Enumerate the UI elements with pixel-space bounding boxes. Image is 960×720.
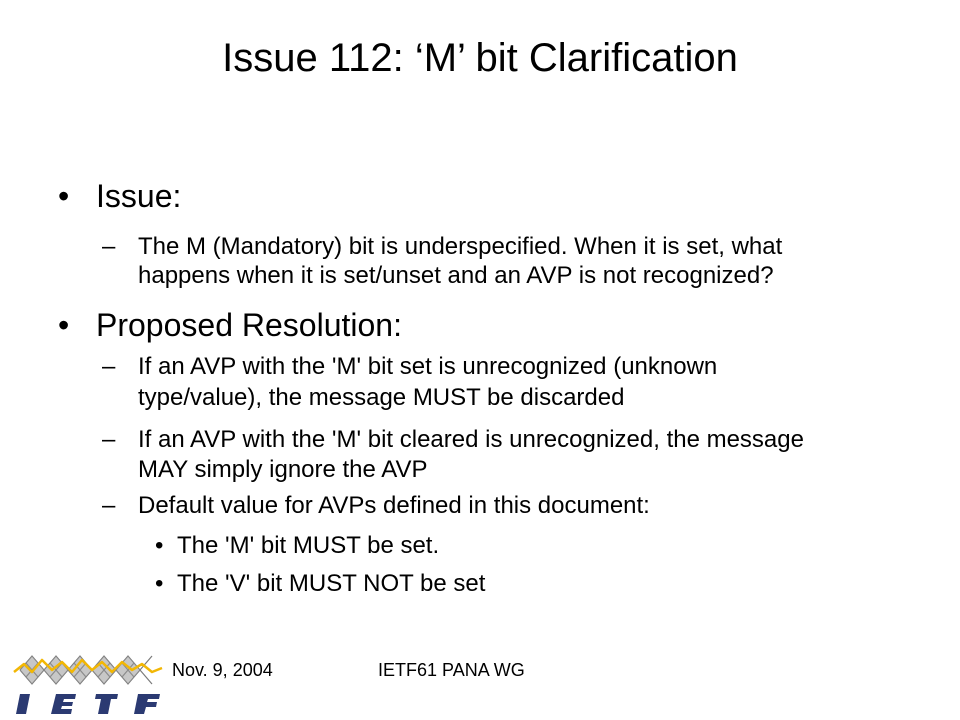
subbullet-text: type/value), the message MUST be discarded: [138, 384, 625, 411]
bullet-marker: •: [155, 570, 164, 597]
subbullet-text: Default value for AVPs defined in this document:: [138, 492, 650, 519]
subbullet-text: happens when it is set/unset and an AVP is not recognized?: [138, 262, 774, 289]
subbullet-text: If an AVP with the 'M' bit cleared is unrecognized, the message: [138, 426, 804, 453]
footer-center-text: IETF61 PANA WG: [378, 660, 525, 680]
bullet-proposed-resolution-heading: Proposed Resolution:: [96, 307, 402, 343]
subsubbullet-text: The 'M' bit MUST be set.: [177, 532, 440, 559]
bullet-marker: •: [155, 532, 164, 559]
dash-marker: –: [102, 426, 116, 453]
slide-title: Issue 112: ‘M’ bit Clarification: [222, 36, 738, 80]
dash-marker: –: [102, 233, 116, 260]
dash-marker: –: [102, 492, 116, 519]
subsubbullet-text: The 'V' bit MUST NOT be set: [177, 570, 486, 597]
subbullet-text: The M (Mandatory) bit is underspecified. When it is set, what: [138, 233, 783, 260]
dash-marker: –: [102, 353, 116, 380]
logo-grid-fill: [20, 656, 140, 684]
bullet-issue-heading: Issue:: [96, 178, 182, 214]
bullet-marker: •: [58, 307, 70, 343]
bullet-marker: •: [58, 178, 70, 214]
subbullet-text: MAY simply ignore the AVP: [138, 456, 428, 483]
footer-date: Nov. 9, 2004: [172, 660, 273, 680]
subbullet-text: If an AVP with the 'M' bit set is unrecognized (unknown: [138, 353, 718, 380]
ietf-logo: [12, 642, 164, 716]
logo-letters: [16, 694, 160, 714]
